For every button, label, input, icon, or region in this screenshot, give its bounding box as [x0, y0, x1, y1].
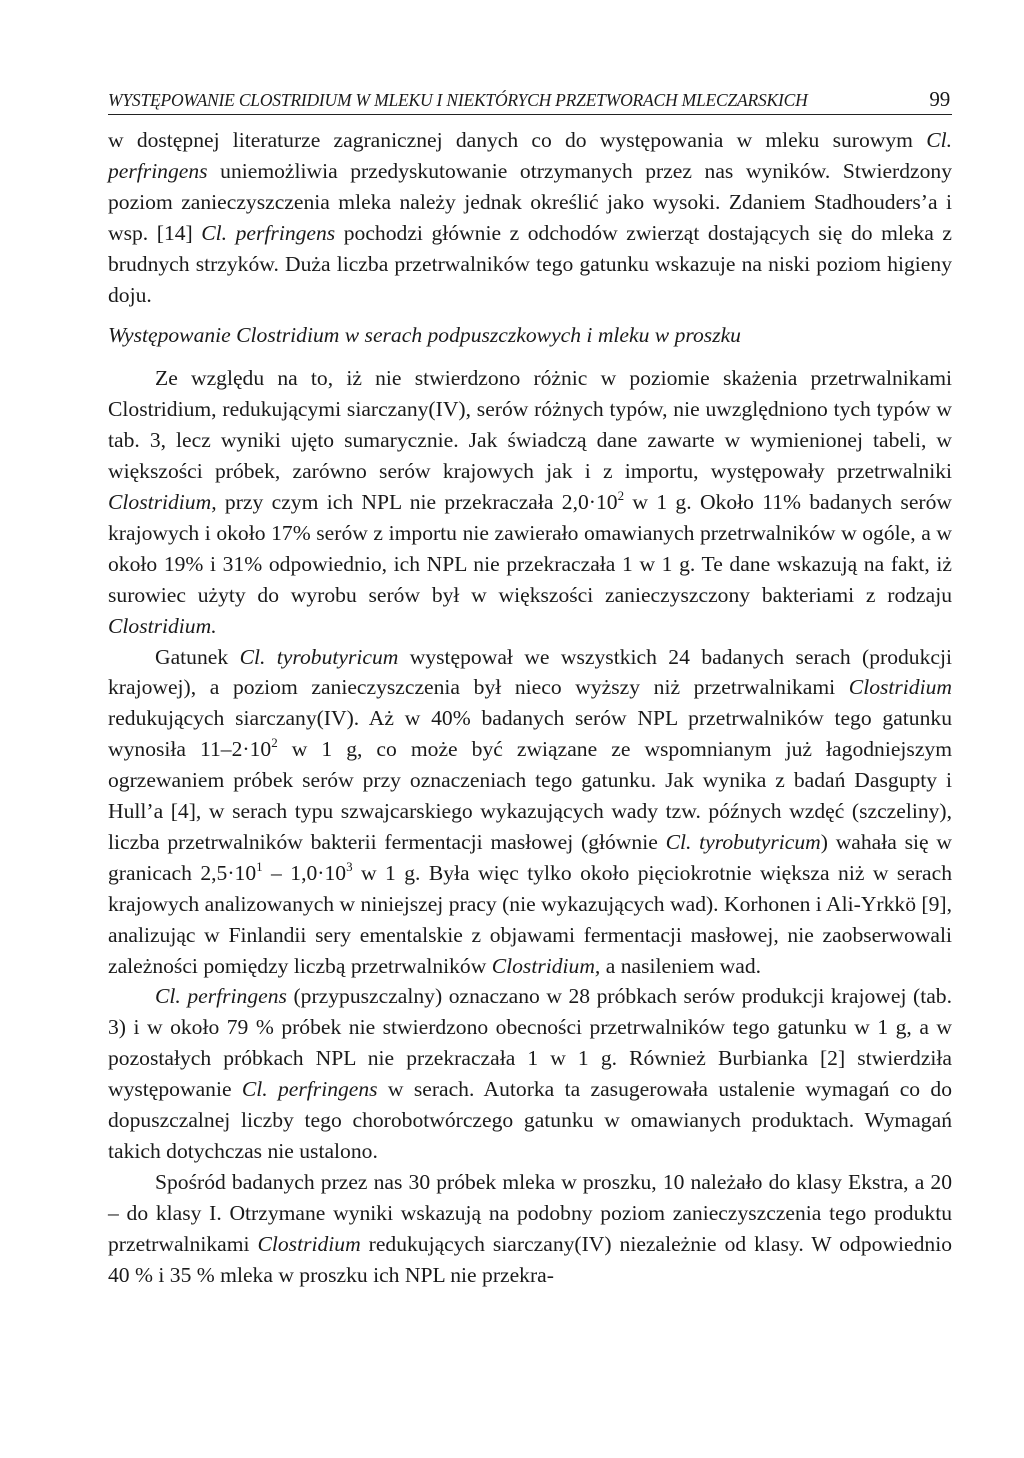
genus-name: Clostridium	[848, 675, 952, 700]
text-run: Ze względu na to, iż nie stwierdzono różnic w poziomie skażenia przetrwalnikami Clostridium, redukującymi siarczany(IV), serów różnych typów, nie uwzględniono tych typów w tab. 3, lecz wyniki ujęto sumarycznie. Jak świadczą dane zawarte w wymienionej tabeli, w większości próbek, zarówno serów krajowych jak i z importu, występowały przetrwalniki	[108, 366, 952, 484]
text-run: w 1 g, co może być związane ze wspomnianym już łagodniejszym ogrzewaniem próbek serów przy oznaczeniach tego gatunku. Jak wynika z badań Dasgupty i Hull’a [4], w serach typu szwajcarskiego wykazujących wady tzw. późnych wzdęć (szczeliny), liczba przetrwalników bakterii fermentacji masłowej (głównie	[108, 737, 952, 854]
text-run: – 1,0·10	[262, 860, 347, 885]
exponent: 2	[271, 735, 278, 751]
species-name: Cl. tyrobutyricum	[665, 829, 821, 854]
text-run: w dostępnej literaturze zagranicznej danych co do występowania w mleku surowym	[108, 128, 927, 152]
text-run: redukujących siarczany(IV) niezależnie od klasy. W odpowiednio 40 % i 35 % mleka w proszku ich NPL nie przekra-	[108, 1231, 952, 1287]
body-text	[108, 125, 952, 1291]
section-heading: Występowanie Clostridium w serach podpuszczkowych i mleku w proszku	[108, 323, 741, 348]
species-name: Cl. perfringens	[155, 984, 287, 1009]
text-run: Gatunek	[155, 644, 240, 669]
text-run: redukujących siarczany(IV). Aż w 40% badanych serów NPL przetrwalników tego gatunku wynosiła 11–2·10	[108, 706, 952, 762]
text-run: w serach. Autorka ta zasugerowała ustalenie wymagań co do dopuszczalnej liczby tego chorobotwórczego gatunku w omawianych produktach. Wymagań takich dotychczas nie ustalono.	[108, 1077, 952, 1163]
text-run: występował we wszystkich 24 badanych serach (produkcji krajowej), a poziom zanieczyszczenia był nieco wyższy niż przetrwalnikami	[108, 644, 952, 700]
text-run: pochodzi głównie z odchodów zwierząt dostających się do mleka z brudnych strzyków. Duża liczba przetrwalników tego gatunku wskazuje na niski poziom higieny doju.	[108, 220, 952, 307]
species-name: Cl. perfringens	[108, 128, 952, 183]
exponent: 1	[256, 858, 263, 874]
species-name: Cl. perfringens	[241, 1077, 378, 1102]
genus-name: Clostridium	[257, 1231, 361, 1256]
text-run: przy czym ich NPL nie przekraczała 2,0·10	[216, 489, 618, 514]
text-run: (przypuszczalny) oznaczano w 28 próbkach serów produkcji krajowej (tab. 3) i w około 79 % próbek nie stwierdzono obecności przetrwalników tego gatunku w 1 g, a w pozostałych próbkach NPL nie przekraczała 1 w 1 g. Również Burbianka [2] stwierdziła występowanie	[108, 984, 952, 1102]
document-page	[108, 84, 952, 1291]
text-run: a nasileniem wad.	[600, 953, 762, 978]
genus-name: Clostridium.	[108, 613, 217, 638]
genus-name: Clostridium,	[108, 489, 217, 514]
running-title: WYSTĘPOWANIE CLOSTRIDIUM W MLEKU I NIEKTÓRYCH PRZETWORACH MLECZARSKICH	[108, 90, 808, 110]
paragraph-2	[108, 363, 952, 641]
species-name: Cl. perfringens	[201, 220, 336, 245]
exponent: 2	[617, 487, 625, 503]
paragraph-1	[108, 125, 952, 310]
species-name: Cl. tyrobutyricum	[239, 644, 399, 669]
genus-name: Clostridium,	[491, 953, 601, 978]
text-run: w 1 g. Była więc tylko około pięciokrotnie większa niż w serach krajowych analizowanych w niniejszej pracy (nie wykazujących wad). Korhonen i Ali-Yrkkö [9], analizując w Finlandii sery ementalskie z objawami fermentacji masłowej, nie zaobserwowali zależności pomiędzy liczbą przetrwalników	[108, 860, 952, 978]
text-run: Spośród badanych przez nas 30 próbek mleka w proszku, 10 należało do klasy Ekstra, a 20 – do klasy I. Otrzymane wyniki wskazują na podobny poziom zanieczyszczenia tego produktu przetrwalnikami	[108, 1169, 952, 1256]
text-run: uniemożliwia przedyskutowanie otrzymanych przez nas wyników. Stwierdzony poziom zanieczyszczenia mleka należy jednak określić jako wysoki. Zdaniem Stadhouders’a i wsp. [14]	[108, 158, 952, 245]
page-number: 99	[929, 87, 950, 111]
paragraph-5	[108, 1167, 952, 1291]
paragraph-4	[108, 981, 952, 1166]
running-header	[108, 84, 952, 115]
text-run: ) wahała się w granicach 2,5·10	[108, 829, 952, 885]
paragraph-3	[108, 642, 952, 982]
text-run: w 1 g. Około 11% badanych serów krajowych i około 17% serów z importu nie zawierało omawianych przetrwalników w ogóle, a w około 19% i 31% odpowiednio, ich NPL nie przekraczała 1 w 1 g. Te dane wskazują na fakt, iż surowiec użyty do wyrobu serów był w większości zanieczyszczony bakteriami z rodzaju	[108, 489, 952, 607]
exponent: 3	[346, 858, 353, 874]
